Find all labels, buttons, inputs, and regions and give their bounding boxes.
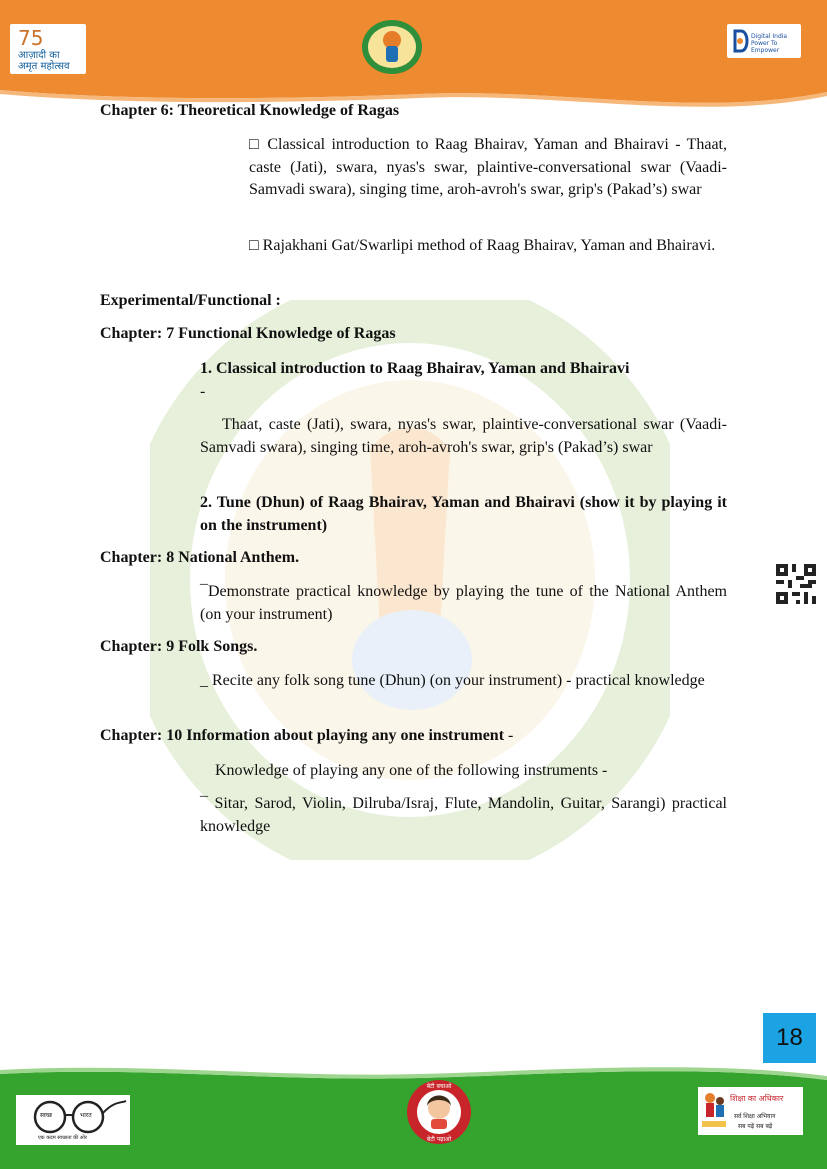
bharat-text: भारत (80, 1112, 92, 1119)
chapter-10-dash: - (504, 727, 514, 744)
experimental-heading: Experimental/Functional : (100, 292, 281, 309)
chapter-7-prefix: Chapter: 7 (100, 325, 179, 342)
digital-india-mark-icon (731, 29, 751, 53)
chapter-6-paragraph-1: □ Classical introduction to Raag Bhairav, Yaman and Bhairavi - Thaat, caste (Jati), swara, nyas's swar, plaintive-conversational swar (Vaadi-Samvadi swara), singing time, aroh-avroh's swar, grip's (Pakad’s) swar (249, 136, 727, 198)
swachh-text: स्वच्छ (40, 1112, 53, 1119)
logo-caption: आज़ादी का अमृत महोत्सव (18, 50, 70, 72)
chapter-7-item-1-dash: - (200, 383, 206, 400)
chapter-7-item-2-title: 2. Tune (Dhun) of Raag Bhairav, Yaman and Bhairavi (show it by playing it on the instrument) (200, 494, 727, 534)
digital-india-logo (727, 24, 801, 58)
ssa-text: सर्व शिक्षा अभियान (734, 1113, 776, 1120)
chapter-9-heading: Chapter: 9 Folk Songs. (100, 638, 258, 655)
swachh-tagline: एक कदम स्वच्छता की ओर (38, 1135, 87, 1141)
chapter-8-body: ¯Demonstrate practical knowledge by playing the tune of the National Anthem (on your instrument) (200, 583, 727, 623)
chapter-7-heading (100, 325, 396, 343)
beti-bachao-text: बेटी बचाओ (426, 1083, 452, 1090)
rte-title: शिक्षा का अधिकार (730, 1094, 784, 1103)
swachh-bharat-logo (16, 1095, 130, 1145)
beti-padhao-text: बेटी पढ़ाओ (426, 1136, 452, 1143)
chapter-7-item-1-title: 1. Classical introduction to Raag Bhairav, Yaman and Bhairavi (200, 360, 630, 377)
chapter-10-heading (100, 727, 513, 745)
chapter-10-body-1: Knowledge of playing any one of the following instruments - (215, 762, 608, 779)
digital-india-caption: Digital India Power To Empower (751, 33, 788, 54)
chapter-7-item-1-body: Thaat, caste (Jati), swara, nyas's swar, plaintive-conversational swar (Vaadi-Samvadi swara), singing time, aroh-avroh's swar, grip's (Pakad’s) swar (200, 416, 727, 456)
children-reading-icon (702, 1091, 726, 1131)
beti-bachao-beti-padhao-logo (406, 1078, 472, 1146)
chapter-9-body: _ Recite any folk song tune (Dhun) (on your instrument) - practical knowledge (200, 672, 705, 689)
qr-code (776, 563, 816, 605)
page-number: 18 (763, 1013, 816, 1063)
chapter-8-heading: Chapter: 8 National Anthem. (100, 549, 300, 566)
samagra-shiksha-emblem (360, 18, 424, 76)
ssa-tagline: सब पढ़ें सब बढ़ें (738, 1123, 773, 1130)
page-footer (0, 1060, 827, 1169)
logo-number: 75 (18, 26, 44, 50)
page-header (0, 0, 827, 110)
chapter-7-title: Functional Knowledge of Ragas (178, 325, 396, 342)
chapter-10-body-2: ¯ Sitar, Sarod, Violin, Dilruba/Israj, Flute, Mandolin, Guitar, Sarangi) practical knowledge (200, 795, 727, 835)
chapter-10-title: Chapter: 10 Information about playing any one instrument (100, 727, 505, 744)
azadi-ka-amrit-mahotsav-logo (10, 24, 86, 74)
chapter-6-paragraph-2: □ Rajakhani Gat/Swarlipi method of Raag Bhairav, Yaman and Bhairavi. (249, 237, 716, 254)
right-to-education-logo (698, 1087, 803, 1135)
chapter-6-heading: Chapter 6: Theoretical Knowledge of Ragas (100, 102, 400, 119)
